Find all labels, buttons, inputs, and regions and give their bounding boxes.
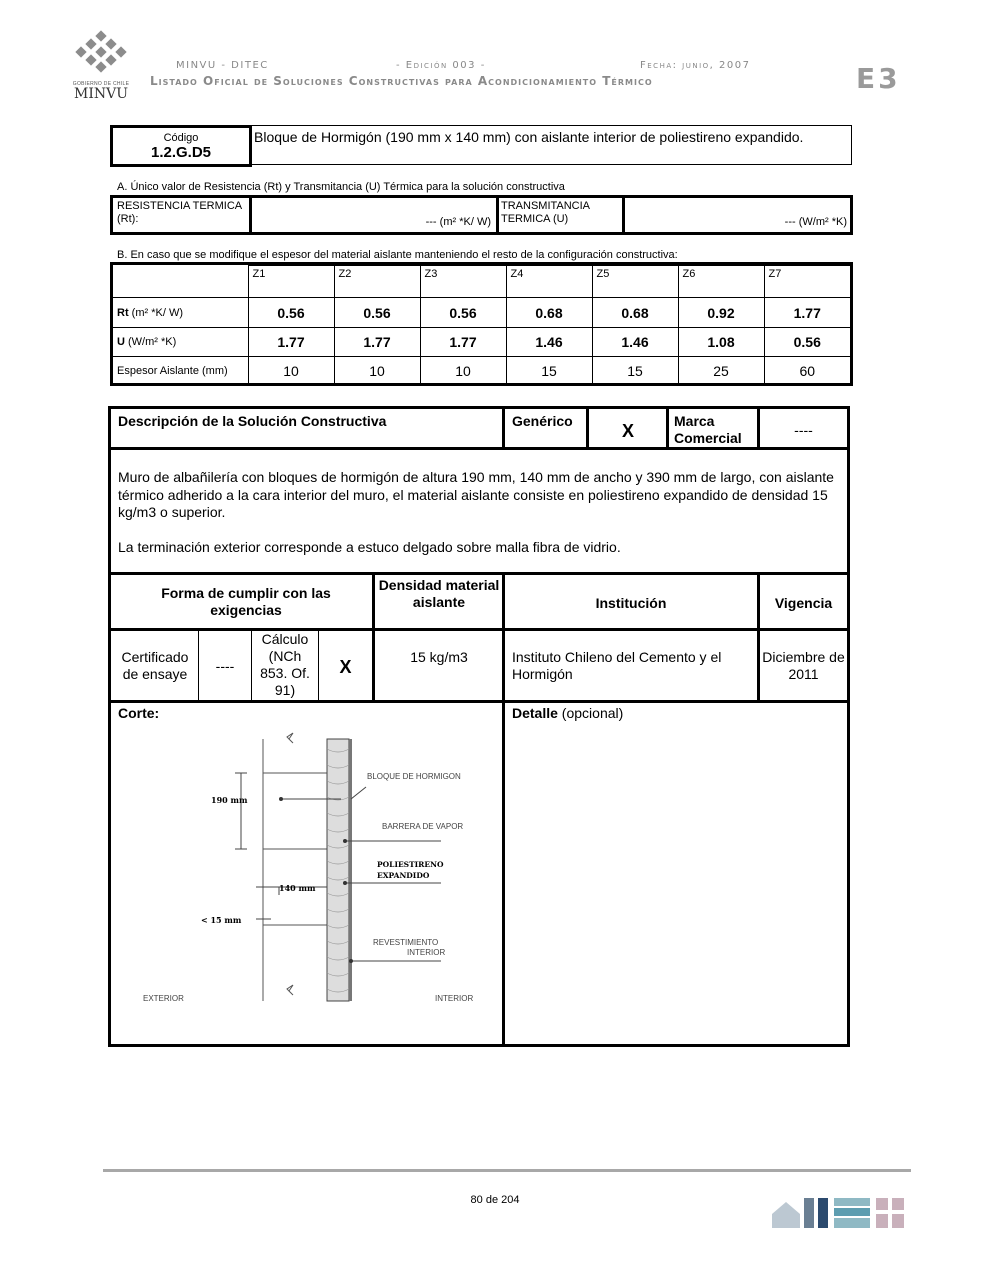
table-cell: 1.08 <box>678 328 764 357</box>
generic-mark: X <box>621 421 634 441</box>
section-code: E3 <box>856 62 901 95</box>
code-description-box <box>250 125 852 165</box>
solution-block <box>108 406 850 1047</box>
institution-header: Institución <box>595 595 667 611</box>
footer-logo-icon <box>770 1196 908 1230</box>
table-cell: 1.46 <box>592 328 678 357</box>
label-expandido: EXPANDIDO <box>377 871 430 880</box>
u-value <box>627 216 847 228</box>
rt-label: RESISTENCIA TERMICA (Rt): <box>117 200 242 225</box>
desc-paragraph-2: La terminación exterior corresponde a estuco delgado sobre malla fibra de vidrio. <box>118 539 621 555</box>
label-interior: INTERIOR <box>435 994 474 1003</box>
table-cell: 15 <box>592 357 678 386</box>
section-b-caption: B. En caso que se modifique el espesor del material aislante manteniendo el resto de la configuración constructiva: <box>117 249 678 261</box>
table-cell: 10 <box>334 357 420 386</box>
table-cell: 0.92 <box>678 298 764 328</box>
label-revestimiento: REVESTIMIENTO <box>373 938 439 947</box>
table-cell: 1.77 <box>764 298 850 328</box>
zone-header: Z5 <box>592 266 678 298</box>
label-barrera: BARRERA DE VAPOR <box>382 822 464 831</box>
label-poliestireno: POLIESTIRENO <box>377 860 444 869</box>
table-row-u <box>113 328 850 357</box>
label-bloque: BLOQUE DE HORMIGON <box>367 772 461 781</box>
section-a-caption: A. Único valor de Resistencia (Rt) y Transmitancia (U) Térmica para la solución constructiva <box>117 181 565 193</box>
dim-140-label: 140 mm <box>279 883 316 893</box>
table-cell: 0.56 <box>764 328 850 357</box>
header-date: Fecha: junio, 2007 <box>640 60 751 71</box>
rt-value-text: --- <box>425 216 437 228</box>
zone-header: Z4 <box>506 266 592 298</box>
validity-value: Diciembre de 2011 <box>762 649 845 682</box>
zone-header: Z3 <box>420 266 506 298</box>
desc-paragraph-1: Muro de albañilería con bloques de hormigón de altura 190 mm, 140 mm de ancho y 390 mm de largo, con aislante térmico adherido a la cara interior del muro, el material aislante consiste en poliestireno expandido de densidad 15 kg/m3 o superior. <box>118 469 834 520</box>
generic-label: Genérico <box>512 413 573 429</box>
code-value: 1.2.G.D5 <box>150 144 212 161</box>
page-number: 80 de 204 <box>470 1194 520 1206</box>
section-drawing <box>141 729 491 1019</box>
zones-table <box>110 262 853 386</box>
zone-header: Z1 <box>248 266 334 298</box>
row-label: U (W/m² *K) <box>113 328 248 357</box>
zone-header: Z7 <box>764 266 850 298</box>
table-cell: 1.77 <box>248 328 334 357</box>
row-label: Espesor Aislante (mm) <box>113 357 248 386</box>
code-description: Bloque de Hormigón (190 mm x 140 mm) con aislante interior de poliestireno expandido. <box>254 129 804 145</box>
brand-label: Marca Comercial <box>674 413 742 446</box>
minvu-logo <box>70 30 132 102</box>
header-title: Listado Oficial de Soluciones Constructivas para Acondicionamiento Térmico <box>150 74 653 88</box>
table-cell: 10 <box>420 357 506 386</box>
zones-header-row <box>113 266 850 298</box>
table-cell: 0.68 <box>506 298 592 328</box>
header-org: MINVU - DITEC <box>176 60 269 71</box>
table-cell: 0.68 <box>592 298 678 328</box>
validity-header: Vigencia <box>774 595 833 611</box>
density-value: 15 kg/m3 <box>410 649 468 665</box>
calc-mark: X <box>339 657 352 677</box>
density-header: Densidad material aislante <box>378 577 500 610</box>
logo-top-text: GOBIERNO DE CHILE <box>72 81 130 87</box>
table-cell: 1.77 <box>420 328 506 357</box>
logo-main-text: MINVU <box>73 86 129 102</box>
table-row-espesor <box>113 357 850 386</box>
table-cell: 0.56 <box>420 298 506 328</box>
dim-190-label: 190 mm <box>211 795 248 805</box>
table-cell: 1.77 <box>334 328 420 357</box>
table-cell: 0.56 <box>334 298 420 328</box>
table-row-rt <box>113 298 850 328</box>
compliance-header: Forma de cumplir con las exigencias <box>161 585 331 618</box>
u-value-text: --- <box>784 216 796 228</box>
footer-rule <box>103 1169 911 1172</box>
dim-15-label: < 15 mm <box>201 915 242 925</box>
row-label: Rt (m² *K/ W) <box>113 298 248 328</box>
code-label: Código <box>163 132 199 144</box>
table-cell: 1.46 <box>506 328 592 357</box>
logo-mark-icon <box>70 30 132 76</box>
cert-mark: ---- <box>215 658 235 674</box>
brand-value: ---- <box>794 422 813 438</box>
desc-header: Descripción de la Solución Constructiva <box>118 413 387 429</box>
rt-unit: (m² *K/ W) <box>439 216 491 228</box>
table-cell: 15 <box>506 357 592 386</box>
label-exterior: EXTERIOR <box>143 994 184 1003</box>
corte-label: Corte: <box>118 705 160 721</box>
code-box <box>110 125 252 167</box>
u-label: TRANSMITANCIA TERMICA (U) <box>501 200 590 225</box>
table-cell: 10 <box>248 357 334 386</box>
zone-header: Z2 <box>334 266 420 298</box>
u-unit: (W/m² *K) <box>798 216 847 228</box>
cert-label: Certificado de ensaye <box>121 649 189 682</box>
table-cell: 0.56 <box>248 298 334 328</box>
section-a-table <box>110 195 853 235</box>
table-cell: 60 <box>764 357 850 386</box>
label-interior-revest: INTERIOR <box>407 948 446 957</box>
calc-label: Cálculo (NCh 853. Of. 91) <box>260 631 310 698</box>
table-cell: 25 <box>678 357 764 386</box>
rt-value <box>253 216 491 228</box>
zone-header: Z6 <box>678 266 764 298</box>
header-edition: - Edición 003 - <box>396 60 486 71</box>
detalle-label: Detalle (opcional) <box>512 705 624 721</box>
institution-value: Instituto Chileno del Cemento y el Hormigón <box>512 649 722 682</box>
